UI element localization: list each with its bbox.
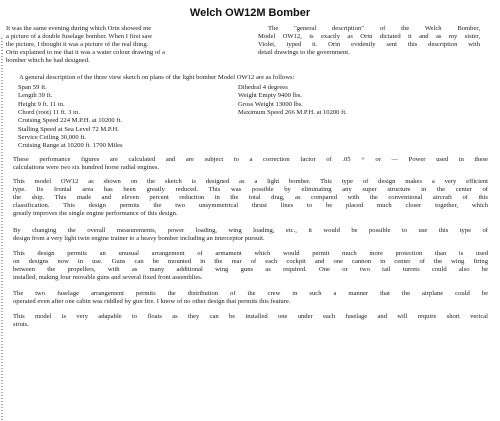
spec-item: Weight Empty 9400 lbs. (238, 92, 302, 100)
paragraph-line: greatly improves the single engine performance of this design. (13, 210, 178, 217)
intro-right-column (258, 25, 480, 57)
paragraph-line: type. Its frontal area has been greatly reduced. This was possible by eliminating any super structure in the center of (13, 186, 488, 193)
intro-right-line: Model OW12, is exactly as Orin dictated it and as my sister, (258, 33, 480, 40)
intro-right-line: The "general description" of the Welch Bomber, (268, 25, 480, 32)
spec-item: Cruising Speed 224 M.P.H. at 10200 ft. (18, 117, 123, 125)
spec-intro-text: A general description of the three view sketch on plans of the light bomber Model OW12 are as follows: (19, 74, 295, 81)
paragraph-line: These perfomance figures are calculated and are subject to a correction factor of .05 + or — Power used in these (13, 156, 488, 163)
spec-item: Span 59 ft. (18, 84, 47, 91)
specs-left-list (18, 84, 208, 151)
paragraph-line: operated even after one cabin was riddled by gun fire. I know of no other design that permits this feature. (13, 298, 291, 305)
body-paragraph-scaling (13, 227, 488, 243)
spec-item: Height 9 ft. 11 in. (18, 100, 65, 108)
body-paragraph-crew (13, 290, 488, 306)
paragraph-line: the ship. This made and eleven percent reduction in the total drag, as compared with the conventional aircraft of this (13, 194, 488, 201)
spec-item: Maximum Speed 266 M.P.H. at 10200 ft. (238, 109, 347, 117)
body-paragraph-performance (13, 156, 488, 172)
spec-item: Stalling Speed at Sea Level 72 M.P.H. (18, 125, 119, 133)
intro-right-line: Violet, typed it. Orin evidently sent this description with (258, 41, 480, 48)
paragraph-line: on designs now in use. Guns can be mounted in the rear of each cockpit and one cannon in center of the wing firing (13, 258, 488, 265)
body-paragraph-design (13, 178, 488, 218)
paragraph-line: By changing the overall measurements, power loading, wing loading, etc., it would be possible to use this type of (13, 227, 488, 234)
page-edge-scan-mark (1, 38, 3, 420)
specs-right-list (238, 84, 478, 117)
intro-left-column (6, 25, 238, 65)
spec-item: Length 39 ft. (18, 92, 53, 100)
paragraph-line: calculations were two six hundred horse radial engines. (13, 164, 160, 171)
paragraph-line: installed, making four movable guns and several fixed front assemblies. (13, 274, 203, 281)
body-paragraph-armament (13, 250, 488, 282)
paragraph-line: struts. (13, 321, 29, 328)
page-title: Welch OW12M Bomber (189, 7, 311, 19)
paragraph-line: This model is very adapable to floats as they can be installed one under each fuselage and will require short verical (13, 313, 488, 320)
intro-right-line: detail drawings to the government. (258, 49, 350, 56)
paragraph-line: between the propellers, with as many additional wing guns as required. One or two tail turrets could also be (13, 266, 488, 273)
intro-left-line: a picture of a double fuselage bomber. When I first saw (6, 33, 153, 40)
intro-left-line: It was the same evening during which Orin showed me (6, 25, 152, 32)
paragraph-line: This design permits an unusual arrangement of armament which would permit much more protection than is used (13, 250, 488, 257)
spec-item: Service Ceiling 30,000 ft. (18, 134, 86, 142)
spec-item: Cruising Range at 10200 ft. 1700 Miles (18, 142, 123, 150)
spec-item: Gross Weight 13000 lbs. (238, 100, 303, 108)
spec-item: Dihedral 4 degrees (238, 84, 288, 91)
paragraph-line: This model OW12 as shown on the sketch is designed as a light bomber. This type of design makes a very efficient (13, 178, 488, 185)
spec-item: Chord (root) 11 ft. 3 in. (18, 109, 80, 117)
paragraph-line: The two fuselage arrangement permits the distribution of the crew in such a manner that the airplane could be (13, 290, 488, 297)
intro-left-line: bomber which he had designed. (6, 57, 90, 64)
intro-left-line: the picture, I thought it was a picture of the real thing. (6, 41, 149, 48)
intro-left-line: Orin explained to me that it was a water colour drawing of a (6, 49, 165, 56)
paragraph-line: design from a very light twin engine trainer to a heavy bomber including an interceptor pursuit. (13, 235, 265, 242)
body-paragraph-floats (13, 313, 488, 329)
paragraph-line: classification. This design permits the two unsymmetrical thrust lines to be placed much closer together, which (13, 202, 488, 209)
